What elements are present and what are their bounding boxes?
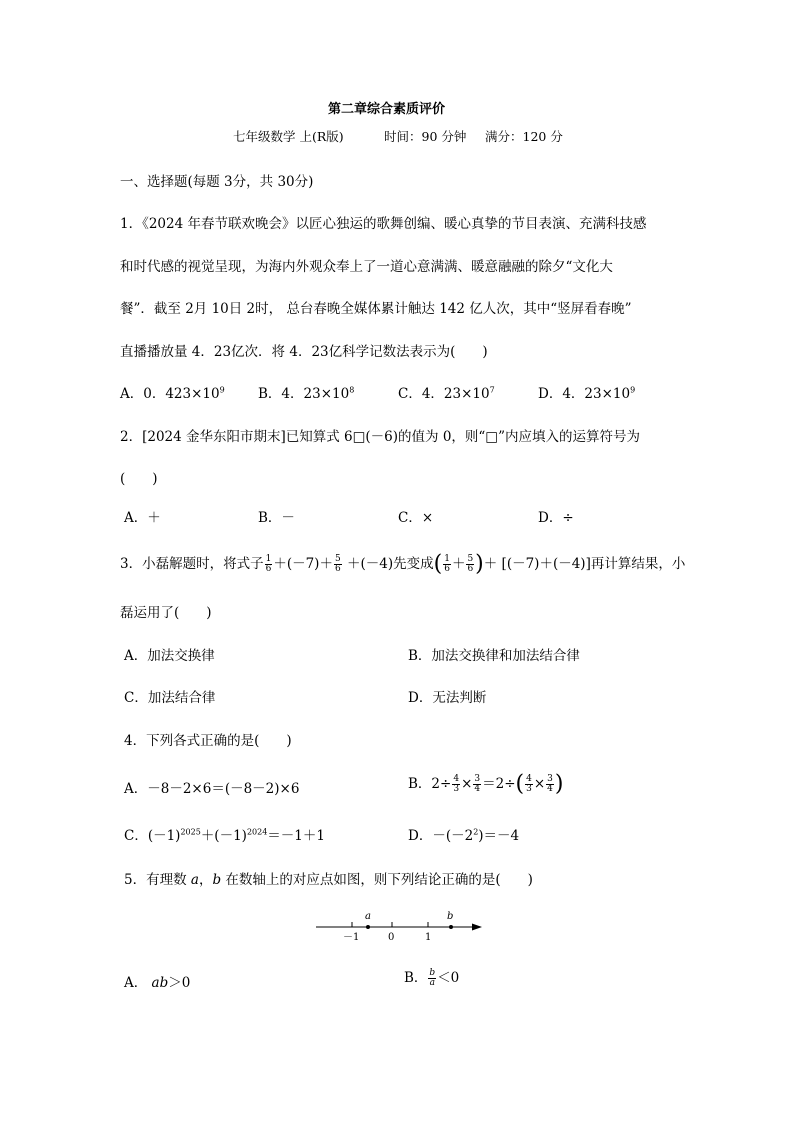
page-title: 第二章综合素质评价	[328, 102, 446, 117]
point-b	[449, 925, 453, 929]
q4-option-d[interactable]: D．$-(-2^2)=-4$	[408, 827, 520, 844]
q1-line2: 和时代感的视觉呈现，为海内外观众奉上了一道心意满满、暖意融融的除夕“文化大	[120, 259, 613, 275]
q2-option-c[interactable]: C．×	[398, 510, 434, 526]
section-title: 一、选择题(每题 3分，共 30分)	[120, 174, 314, 190]
q1-line3: 餐”．截至 2月 10日 2时， 总台春晚全媒体累计触达 142 亿人次，其中“竖屏看春晚”	[120, 301, 632, 317]
fraction: $\frac{b}{a}$	[429, 968, 436, 988]
q5-option-b[interactable]: B． $\frac{b}{a}$ ＜0	[404, 968, 460, 988]
tick-label-0: 0	[388, 932, 395, 943]
score-label: 满分：120 分	[485, 129, 563, 144]
q3-option-a[interactable]: A．加法交换律	[124, 648, 215, 664]
q1-option-c[interactable]: C．4．$23\times 10^7$	[398, 385, 495, 402]
q4-option-a[interactable]: A．－8－2×6＝(－8－2)×6	[124, 781, 300, 797]
q4-option-c[interactable]: C．$(-1)^{2025}+(-1)^{2024}=-1+1$	[124, 827, 325, 844]
q2-option-b[interactable]: B．－	[258, 510, 295, 526]
fraction: $\frac{4}{3}$	[526, 774, 532, 794]
q2-option-a[interactable]: A．＋	[124, 510, 161, 526]
q3-option-b[interactable]: B．加法交换律和加法结合律	[408, 648, 580, 664]
label-b: b	[447, 911, 454, 922]
point-a	[366, 925, 370, 929]
label-a: a	[365, 911, 371, 922]
fraction: $\frac{1}{6}$	[444, 554, 450, 574]
time-label: 时间：90 分钟	[384, 129, 467, 144]
tick-label-1: 1	[425, 932, 432, 943]
arrow-head	[472, 924, 482, 931]
q3-option-c[interactable]: C．加法结合律	[124, 690, 216, 706]
fraction: $\frac{3}{4}$	[474, 774, 481, 794]
fraction: $\frac{3}{4}$	[547, 774, 553, 794]
fraction: $\frac{1}{6}$	[265, 554, 272, 574]
fraction: $\frac{5}{6}$	[334, 554, 341, 574]
q5-option-a[interactable]: A． ab＞0	[124, 975, 191, 991]
fraction: $\frac{4}{3}$	[453, 774, 460, 794]
q3-option-d[interactable]: D．无法判断	[408, 690, 487, 706]
grade-label: 七年级数学 上(R版)	[233, 129, 344, 144]
q2-line2: ( )	[120, 471, 158, 487]
q2-line1: 2．[2024 金华东阳市期末]已知算式 6□(－6)的值为 0，则“□”内应填入的运算符号为	[120, 429, 640, 445]
q1-line4: 直播播放量 4．23亿次．将 4．23亿科学记数法表示为( )	[120, 344, 488, 360]
q1-line1: 1．《2024 年春节联欢晚会》以匠心独运的歌舞创编、暖心真挚的节目表演、充满科技感	[120, 216, 647, 232]
q1-option-a[interactable]: A．0．$423\times 10^9$	[120, 385, 225, 402]
tick-label-minus1: －1	[343, 932, 360, 943]
q4-option-b[interactable]: B．2÷ $\frac{4}{3}$ × $\frac{3}{4}$ ＝2÷( $\frac{4}{3}$ × $\frac{3}{4}$ )	[408, 771, 564, 797]
q1-option-b[interactable]: B．4．$23\times 10^8$	[258, 385, 355, 402]
fraction: $\frac{5}{6}$	[467, 554, 474, 574]
q5-stem: 5．有理数 a，b 在数轴上的对应点如图，则下列结论正确的是( )	[124, 872, 533, 888]
q3-line1: 3．小磊解题时，将式子 $\frac{1}{6}$ ＋(－7)＋ $\frac{5}{6}$ ＋(－4)先变成( $\frac{1}{6}$ ＋ $\frac{5}{6}$ )＋ [(－7)＋(－4)]再计算结果，小	[120, 551, 686, 577]
q2-option-d[interactable]: D．÷	[538, 510, 574, 526]
q4-stem: 4．下列各式正确的是( )	[124, 733, 292, 749]
number-line	[310, 905, 490, 945]
q1-option-d[interactable]: D．4．$23\times 10^9$	[538, 385, 636, 402]
q3-line2: 磊运用了( )	[120, 605, 212, 621]
